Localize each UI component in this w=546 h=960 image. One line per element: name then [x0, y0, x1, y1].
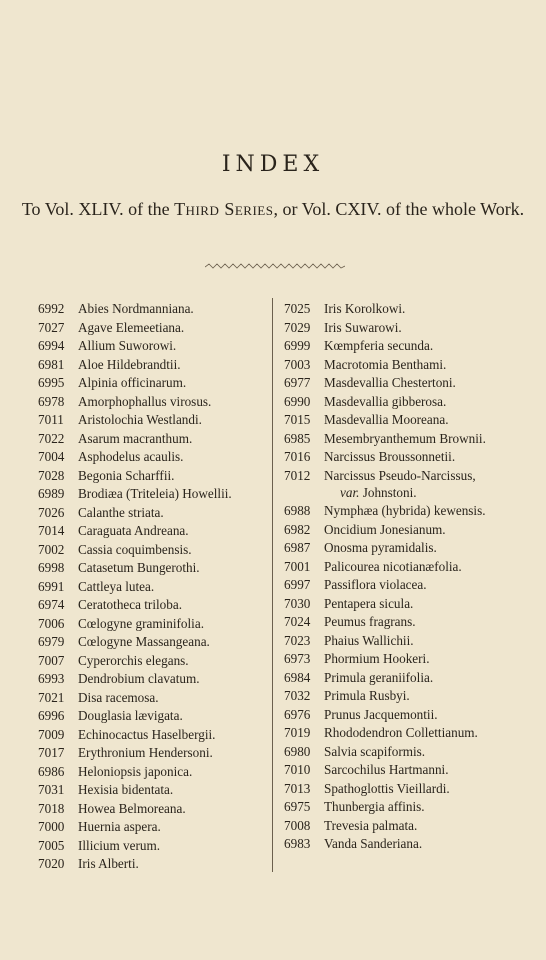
plate-number: 6995: [38, 375, 65, 390]
index-entry: [38, 670, 270, 689]
plate-number: 7009: [38, 726, 65, 742]
index-entry: [38, 744, 270, 763]
index-entry: [38, 374, 270, 393]
plant-name: Masdevallia gibberosa.: [324, 393, 447, 409]
plate-number: 6978: [38, 393, 65, 409]
plate-number: 7003: [284, 356, 311, 372]
plate-number: 7008: [284, 817, 311, 833]
index-entry: [284, 632, 524, 651]
plate-number: 7023: [284, 632, 311, 648]
plant-name: Cœlogyne Massangeana.: [78, 634, 210, 649]
plant-name: Caraguata Andreana.: [78, 523, 189, 538]
plate-number: 7014: [38, 523, 65, 538]
plant-name: Oncidium Jonesianum.: [324, 521, 446, 537]
index-entry: [38, 633, 270, 652]
plate-number: 6985: [284, 430, 311, 446]
plant-name: Thunbergia affinis.: [324, 799, 425, 814]
plate-number: 7021: [38, 689, 65, 705]
plate-number: 7004: [38, 449, 65, 464]
index-entry: [284, 430, 524, 449]
plate-number: 6992: [38, 301, 65, 316]
plant-name: Salvia scapiformis.: [324, 743, 426, 759]
decorative-ornament-icon: [205, 262, 345, 272]
plate-number: 6997: [284, 577, 311, 592]
index-entry: [284, 539, 524, 558]
index-subtitle: [20, 192, 526, 226]
plant-name-continuation: [284, 484, 524, 501]
index-entry: [284, 780, 524, 799]
plant-name: Palicourea nicotianæfolia.: [324, 558, 462, 574]
index-entry: [38, 411, 270, 430]
index-entry: [284, 558, 524, 577]
plate-number: 7002: [38, 541, 65, 557]
index-entry: [284, 817, 524, 836]
plant-name: Narcissus Pseudo-Narcissus,: [324, 467, 476, 483]
plate-number: 6984: [284, 669, 311, 685]
index-entry: [38, 485, 270, 504]
index-entry: [38, 763, 270, 782]
plate-number: 6990: [284, 393, 311, 409]
plate-number: 7017: [38, 745, 65, 760]
subtitle-suffix: , or Vol. CXIV. of the whole Work.: [273, 199, 525, 219]
plant-name: Mesembryanthemum Brownii.: [324, 430, 486, 446]
plant-name: Asphodelus acaulis.: [78, 449, 184, 464]
plate-number: 6981: [38, 356, 65, 372]
plate-number: 6986: [38, 763, 65, 779]
plant-name: Allium Suworowi.: [78, 338, 177, 353]
plant-name: Douglasia lævigata.: [78, 708, 183, 723]
index-entry: [38, 448, 270, 467]
index-entry: [38, 319, 270, 338]
plate-number: 6998: [38, 560, 65, 575]
variety-name: Johnstoni.: [359, 485, 417, 500]
index-entry: [284, 798, 524, 817]
index-title: INDEX: [221, 152, 325, 177]
plate-number: 6977: [284, 375, 311, 390]
index-entry: [284, 650, 524, 669]
index-entry: [284, 687, 524, 706]
plate-number: 7006: [38, 615, 65, 631]
plant-name: Iris Suwarowi.: [324, 319, 402, 335]
plant-name: Vanda Sanderiana.: [324, 836, 423, 851]
index-entry: [38, 504, 270, 523]
index-entry: [284, 743, 524, 762]
plant-name: Disa racemosa.: [78, 689, 159, 705]
index-entry: [284, 669, 524, 688]
plate-number: 6979: [38, 634, 65, 649]
index-entry: [38, 615, 270, 634]
plate-number: 7020: [38, 856, 65, 871]
plate-number: 7029: [284, 319, 311, 335]
plant-name: Heloniopsis japonica.: [78, 763, 193, 779]
index-entry: [284, 595, 524, 614]
plate-number: 7010: [284, 762, 311, 777]
plant-name: Abies Nordmanniana.: [78, 301, 194, 316]
index-entry: [284, 576, 524, 595]
plant-name: Prunus Jacquemontii.: [324, 706, 438, 722]
plate-number: 7030: [284, 595, 311, 611]
plate-number: 6996: [38, 708, 65, 723]
plant-name: Catasetum Bungerothi.: [78, 560, 200, 575]
plate-number: 6976: [284, 706, 311, 722]
index-entry: [38, 522, 270, 541]
plate-number: 7007: [38, 652, 65, 668]
plant-name: Begonia Scharffii.: [78, 467, 175, 483]
plate-number: 6975: [284, 799, 311, 814]
plate-number: 7022: [38, 430, 65, 446]
plant-name: Amorphophallus virosus.: [78, 393, 212, 409]
plate-number: 6999: [284, 338, 311, 353]
plant-name: Erythronium Hendersoni.: [78, 745, 213, 760]
plant-name: Brodiæa (Triteleia) Howellii.: [78, 486, 232, 501]
index-entry: [38, 300, 270, 319]
plate-number: 6973: [284, 651, 311, 666]
plant-name: Calanthe striata.: [78, 504, 164, 520]
plate-number: 7025: [284, 301, 311, 316]
plate-number: 6991: [38, 578, 65, 594]
column-divider: [272, 298, 273, 872]
plate-number: 7024: [284, 614, 311, 629]
plant-name: Cassia coquimbensis.: [78, 541, 192, 557]
plate-number: 7018: [38, 800, 65, 816]
plant-name: Trevesia palmata.: [324, 817, 418, 833]
index-entry: [38, 781, 270, 800]
plant-name: Iris Alberti.: [78, 856, 139, 871]
plate-number: 7026: [38, 504, 65, 520]
index-entry: [38, 541, 270, 560]
index-column-right: [284, 300, 524, 854]
index-entry: [284, 521, 524, 540]
plant-name: Echinocactus Haselbergii.: [78, 726, 216, 742]
index-entry: [38, 707, 270, 726]
index-entry: [38, 559, 270, 578]
index-entry: [284, 374, 524, 393]
index-entry: [284, 448, 524, 467]
plant-name: Aloe Hildebrandtii.: [78, 356, 181, 372]
index-entry: [38, 467, 270, 486]
index-entry: [38, 356, 270, 375]
index-entry: [38, 652, 270, 671]
plate-number: 6989: [38, 486, 65, 501]
index-entry: [284, 411, 524, 430]
plate-number: 7001: [284, 558, 311, 574]
plant-name: Phaius Wallichii.: [324, 632, 414, 648]
plate-number: 7012: [284, 467, 311, 483]
plant-name: Peumus fragrans.: [324, 614, 416, 629]
plate-number: 7016: [284, 449, 311, 464]
plant-name: Kœmpferia secunda.: [324, 338, 434, 353]
plant-name: Sarcochilus Hartmanni.: [324, 762, 449, 777]
plate-number: 7032: [284, 688, 311, 703]
index-entry: [284, 337, 524, 356]
plant-name: Howea Belmoreana.: [78, 800, 186, 816]
plant-name: Illicium verum.: [78, 837, 161, 853]
index-entry: [284, 300, 524, 319]
plant-name: Aristolochia Westlandi.: [78, 412, 202, 427]
plant-name: Asarum macranthum.: [78, 430, 193, 446]
index-entry: [284, 393, 524, 412]
plant-name: Narcissus Broussonnetii.: [324, 449, 456, 464]
plant-name: Nymphæa (hybrida) kewensis.: [324, 503, 486, 518]
index-entry: [284, 706, 524, 725]
plant-name: Macrotomia Benthami.: [324, 356, 447, 372]
index-entry: [38, 800, 270, 819]
plate-number: 7011: [38, 412, 64, 427]
variety-abbreviation: var.: [340, 485, 360, 500]
plate-number: 7013: [284, 780, 311, 796]
subtitle-series-name: Third Series: [174, 199, 274, 219]
index-entry: [284, 319, 524, 338]
plate-number: 7019: [284, 725, 311, 740]
plant-name: Phormium Hookeri.: [324, 651, 430, 666]
plate-number: 7028: [38, 467, 65, 483]
index-entry: [284, 835, 524, 854]
plate-number: 6988: [284, 503, 311, 518]
index-entry: [284, 356, 524, 375]
plant-name: Cœlogyne graminifolia.: [78, 615, 204, 631]
plant-name: Ceratotheca triloba.: [78, 597, 182, 612]
plant-name: Hexisia bidentata.: [78, 782, 174, 797]
index-entry: [284, 724, 524, 743]
plate-number: 6993: [38, 671, 65, 686]
plant-name: Primula geraniifolia.: [324, 669, 434, 685]
plate-number: 7000: [38, 819, 65, 834]
plate-number: 7015: [284, 412, 311, 427]
index-entry: [38, 689, 270, 708]
plant-name: Onosma pyramidalis.: [324, 540, 437, 555]
index-entry: [38, 726, 270, 745]
index-entry: [38, 818, 270, 837]
index-entry: [38, 393, 270, 412]
plant-name: Cyperorchis elegans.: [78, 652, 189, 668]
plant-name: Masdevallia Mooreana.: [324, 412, 449, 427]
plant-name: Rhododendron Collettianum.: [324, 725, 478, 740]
index-column-left: [38, 300, 270, 874]
index-entry: [284, 502, 524, 521]
plant-name: Iris Korolkowi.: [324, 301, 406, 316]
plant-name: Primula Rusbyi.: [324, 688, 410, 703]
index-entry: [38, 837, 270, 856]
plant-name: Agave Elemeetiana.: [78, 319, 185, 335]
index-entry: [284, 613, 524, 632]
plate-number: 7005: [38, 837, 65, 853]
index-entry: [284, 761, 524, 780]
subtitle-prefix: To Vol. XLIV. of the: [21, 199, 175, 219]
plate-number: 6987: [284, 540, 311, 555]
plate-number: 7031: [38, 782, 65, 797]
index-entry: [38, 596, 270, 615]
plate-number: 6974: [38, 597, 65, 612]
plant-name: Cattleya lutea.: [78, 578, 155, 594]
plant-name: Masdevallia Chestertoni.: [324, 375, 456, 390]
plant-name: Spathoglottis Vieillardi.: [324, 780, 450, 796]
index-entry: [38, 430, 270, 449]
plant-name: Pentapera sicula.: [324, 595, 414, 611]
plant-name: Passiflora violacea.: [324, 577, 427, 592]
index-entry: [284, 467, 524, 502]
plate-number: 6983: [284, 836, 311, 851]
plate-number: 6982: [284, 521, 311, 537]
plant-name: Dendrobium clavatum.: [78, 671, 200, 686]
index-entry: [38, 855, 270, 874]
plant-name: Huernia aspera.: [78, 819, 161, 834]
index-entry: [38, 337, 270, 356]
plate-number: 7027: [38, 319, 65, 335]
plate-number: 6994: [38, 338, 65, 353]
plant-name: Alpinia officinarum.: [78, 375, 187, 390]
plate-number: 6980: [284, 743, 311, 759]
index-entry: [38, 578, 270, 597]
